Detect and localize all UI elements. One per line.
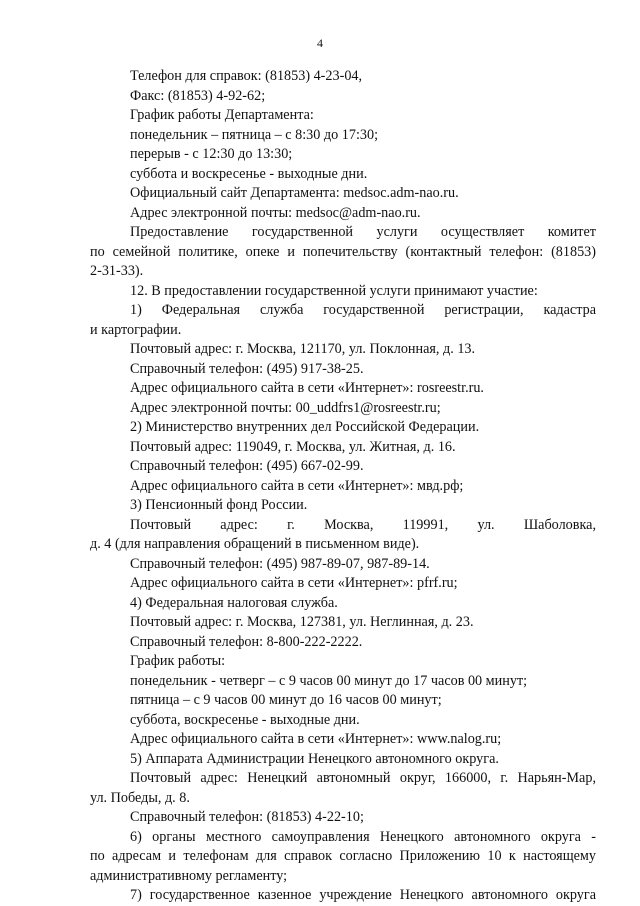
text-line: 7) государственное казенное учреждение Ненецкого автономного округа <box>130 887 596 903</box>
text-line: понедельник – пятница – с 8:30 до 17:30; <box>130 126 379 143</box>
text-line: административному регламенту; <box>90 867 288 884</box>
text-line: 2) Министерство внутренних дел Российской Федерации. <box>130 419 480 435</box>
text-line: по адресам и телефонам для справок согласно Приложению 10 к настоящему <box>90 848 596 864</box>
text-line: по семейной политике, опеке и попечительству (контактный телефон: (81853) <box>90 243 596 260</box>
text-line: Телефон для справок: (81853) 4-23-04, <box>130 68 363 84</box>
document-body <box>90 67 596 906</box>
text-line: Адрес официального сайта в сети «Интернет»: мвд.рф; <box>130 477 464 494</box>
text-line: ул. Победы, д. 8. <box>90 789 190 806</box>
text-line: Справочный телефон: (495) 667-02-99. <box>130 458 364 474</box>
text-line: Почтовый адрес: Ненецкий автономный округ, 166000, г. Нарьян-Мар, <box>130 770 596 786</box>
text-line: пятница – с 9 часов 00 минут до 16 часов 00 минут; <box>130 692 442 708</box>
text-line: 4) Федеральная налоговая служба. <box>130 594 338 611</box>
text-line: Почтовый адрес: г. Москва, 127381, ул. Неглинная, д. 23. <box>130 614 474 630</box>
text-line: График работы: <box>130 653 226 669</box>
text-line: Справочный телефон: 8-800-222-2222. <box>130 633 363 650</box>
text-line: 12. В предоставлении государственной услуги принимают участие: <box>130 282 538 299</box>
text-line: 6) органы местного самоуправления Ненецкого автономного округа - <box>130 828 596 845</box>
page-number: 4 <box>317 36 323 50</box>
text-line: перерыв - с 12:30 до 13:30; <box>130 146 293 162</box>
text-line: Справочный телефон: (495) 987-89-07, 987-89-14. <box>130 555 430 572</box>
text-line: Справочный телефон: (495) 917-38-25. <box>130 360 364 377</box>
text-line: понедельник - четверг – с 9 часов 00 минут до 17 часов 00 минут; <box>130 672 528 689</box>
text-line: 3) Пенсионный фонд России. <box>130 497 308 513</box>
text-line: Адрес официального сайта в сети «Интернет»: pfrf.ru; <box>130 575 458 591</box>
text-line: Почтовый адрес: г. Москва, 119991, ул. Шаболовка, <box>130 516 596 533</box>
text-line: Предоставление государственной услуги осуществляет комитет <box>130 224 596 240</box>
text-line: Почтовый адрес: 119049, г. Москва, ул. Житная, д. 16. <box>130 438 456 455</box>
text-line: и картографии. <box>90 321 182 338</box>
text-line: Почтовый адрес: г. Москва, 121170, ул. Поклонная, д. 13. <box>130 341 476 357</box>
text-line: Факс: (81853) 4-92-62; <box>130 87 266 104</box>
text-line: суббота, воскресенье - выходные дни. <box>130 711 360 728</box>
text-line: 5) Аппарата Администрации Ненецкого автономного округа. <box>130 750 499 767</box>
text-line: Справочный телефон: (81853) 4-22-10; <box>130 809 364 825</box>
text-line: д. 4 (для направления обращений в письменном виде). <box>90 536 420 552</box>
text-line: Адрес официального сайта в сети «Интернет»: www.nalog.ru; <box>130 731 502 747</box>
text-line: Адрес электронной почты: medsoc@adm-nao.ru. <box>130 204 421 221</box>
text-line: 2-31-33). <box>90 263 144 279</box>
text-line: суббота и воскресенье - выходные дни. <box>130 165 368 182</box>
text-line: График работы Департамента: <box>130 107 314 123</box>
text-line: Адрес официального сайта в сети «Интернет»: rosreestr.ru. <box>130 380 484 396</box>
text-line: 1) Федеральная служба государственной регистрации, кадастра <box>130 302 596 318</box>
text-line: Официальный сайт Департамента: medsoc.adm-nao.ru. <box>130 185 459 201</box>
text-line: Адрес электронной почты: 00_uddfrs1@rosreestr.ru; <box>130 399 441 416</box>
